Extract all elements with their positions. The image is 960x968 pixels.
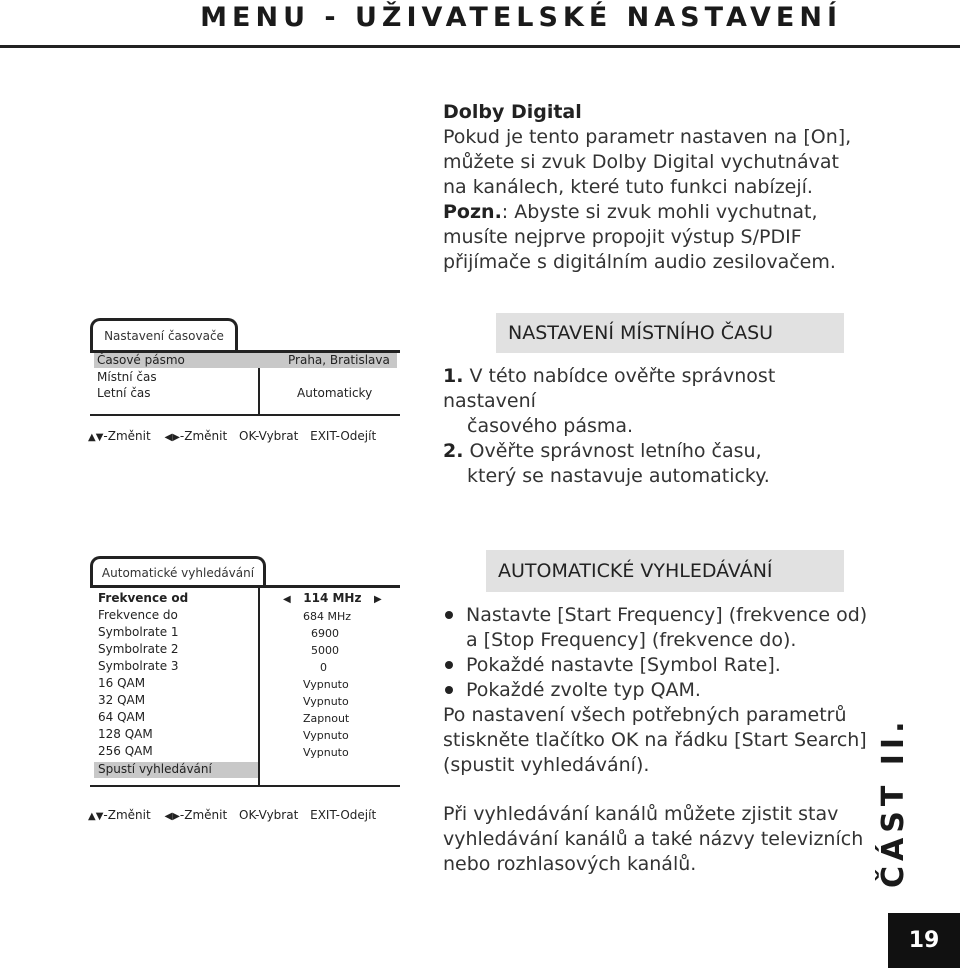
bullet-icon	[445, 661, 453, 669]
header-rule	[0, 45, 960, 48]
side-label-text: ČÁST II.	[876, 716, 911, 888]
bullet-item	[466, 603, 867, 653]
auto-scan-paragraph	[443, 802, 863, 877]
auto-scan-heading: AUTOMATICKÉ VYHLEDÁVÁNÍ	[486, 550, 844, 592]
scan-row-value: 684 MHz	[303, 610, 352, 623]
scan-menu-divider	[258, 585, 260, 787]
right-arrow-icon[interactable]: ▶	[374, 594, 382, 605]
scan-row-label[interactable]: Symbolrate 3	[98, 659, 179, 673]
scan-row-value: Vypnuto	[303, 729, 349, 742]
paragraph-line: (spustit vyhledávání).	[443, 754, 650, 776]
note-label: Pozn.	[443, 201, 502, 223]
paragraph-line: stiskněte tlačítko OK na řádku [Start Search]	[443, 729, 867, 751]
scan-menu-top-line	[90, 585, 400, 588]
dolby-line: můžete si zvuk Dolby Digital vychutnávat	[443, 151, 839, 173]
scan-row-label[interactable]: 128 QAM	[98, 727, 153, 741]
footer-ok: OK-Vybrat	[239, 429, 299, 443]
note-text: : Abyste si zvuk mohli vychutnat,	[501, 201, 818, 223]
local-time-heading: NASTAVENÍ MÍSTNÍHO ČASU	[496, 313, 844, 353]
scan-row-label[interactable]: 32 QAM	[98, 693, 146, 707]
scan-row-label[interactable]: Frekvence do	[98, 608, 178, 622]
footer-ok: OK-Vybrat	[239, 808, 299, 822]
section-side-label	[876, 716, 946, 888]
scan-menu-bottom-line	[90, 785, 400, 787]
up-down-arrow-icon: ▲▼	[88, 432, 104, 443]
bullet-icon	[445, 686, 453, 694]
left-right-arrow-icon: ◀▶	[164, 811, 180, 822]
scan-menu-tab: Automatické vyhledávání	[90, 556, 266, 587]
dolby-note-line: přijímače s digitálním audio zesilovačem.	[443, 251, 836, 273]
timer-row-value[interactable]: Praha, Bratislava	[288, 353, 390, 367]
local-time-list	[443, 364, 863, 489]
scan-row-value: Vypnuto	[303, 695, 349, 708]
dolby-line: Pokud je tento parametr nastaven na [On],	[443, 126, 852, 148]
auto-scan-paragraph	[443, 703, 867, 778]
footer-change-lr: -Změnit	[179, 808, 228, 822]
item-text: časového pásma.	[467, 415, 634, 437]
footer-exit: EXIT-Odejít	[310, 429, 377, 443]
paragraph-line: Při vyhledávání kanálů můžete zjistit stav	[443, 803, 839, 825]
dolby-note-line	[443, 200, 863, 225]
scan-row-label[interactable]: Symbolrate 2	[98, 642, 179, 656]
scan-menu-footer	[88, 808, 376, 822]
scan-row-value: 114 MHz	[303, 591, 362, 605]
footer-exit: EXIT-Odejít	[310, 808, 377, 822]
bullet-icon	[445, 611, 453, 619]
scan-row-label[interactable]: 64 QAM	[98, 710, 146, 724]
start-search-button[interactable]: Spustí vyhledávání	[98, 762, 212, 776]
scan-row-value: 5000	[311, 644, 339, 657]
footer-change-ud: -Změnit	[103, 429, 151, 443]
item-text: Ověřte správnost letního času,	[469, 440, 762, 462]
bullet-line: a [Stop Frequency] (frekvence do).	[466, 629, 797, 651]
scan-row-label[interactable]: Frekvence od	[98, 591, 189, 605]
frequency-selector[interactable]	[283, 591, 382, 605]
dolby-heading: Dolby Digital	[443, 101, 582, 123]
paragraph-line: nebo rozhlasových kanálů.	[443, 853, 697, 875]
scan-row-label[interactable]: Symbolrate 1	[98, 625, 179, 639]
paragraph-line: Po nastavení všech potřebných parametrů	[443, 704, 847, 726]
item-text: který se nastavuje automaticky.	[467, 465, 770, 487]
footer-change-ud: -Změnit	[103, 808, 151, 822]
scan-row-value: 0	[320, 661, 327, 674]
scan-row-value: Zapnout	[303, 712, 350, 725]
item-text: V této nabídce ověřte správnost nastavení	[443, 365, 776, 412]
timer-row-value[interactable]: Automaticky	[297, 386, 373, 400]
timer-menu-bottom-line	[90, 414, 400, 416]
bullet-line: Nastavte [Start Frequency] (frekvence od)	[466, 604, 868, 626]
dolby-note-line: musíte nejprve propojit výstup S/PDIF	[443, 226, 802, 248]
item-number: 2.	[443, 440, 464, 462]
up-down-arrow-icon: ▲▼	[88, 811, 104, 822]
timer-row-label[interactable]: Místní čas	[97, 370, 157, 384]
timer-row-label[interactable]: Časové pásmo	[97, 353, 185, 367]
page-title: MENU - UŽIVATELSKÉ NASTAVENÍ	[200, 2, 842, 33]
scan-row-value: 6900	[311, 627, 339, 640]
page-number: 19	[888, 913, 960, 968]
left-right-arrow-icon: ◀▶	[164, 432, 180, 443]
left-arrow-icon[interactable]: ◀	[283, 594, 291, 605]
timer-row-label[interactable]: Letní čas	[97, 386, 151, 400]
bullet-item: Pokaždé nastavte [Symbol Rate].	[466, 654, 781, 676]
paragraph-line: vyhledávání kanálů a také názvy televizních	[443, 828, 864, 850]
item-number: 1.	[443, 365, 464, 387]
dolby-section	[443, 100, 863, 275]
scan-row-value: Vypnuto	[303, 746, 349, 759]
scan-row-label[interactable]: 16 QAM	[98, 676, 146, 690]
bullet-item: Pokaždé zvolte typ QAM.	[466, 679, 701, 701]
scan-row-value: Vypnuto	[303, 678, 349, 691]
scan-row-label[interactable]: 256 QAM	[98, 744, 153, 758]
timer-menu-tab: Nastavení časovače	[90, 318, 238, 351]
timer-menu-footer	[88, 429, 376, 443]
footer-change-lr: -Změnit	[179, 429, 228, 443]
dolby-line: na kanálech, které tuto funkci nabízejí.	[443, 176, 813, 198]
